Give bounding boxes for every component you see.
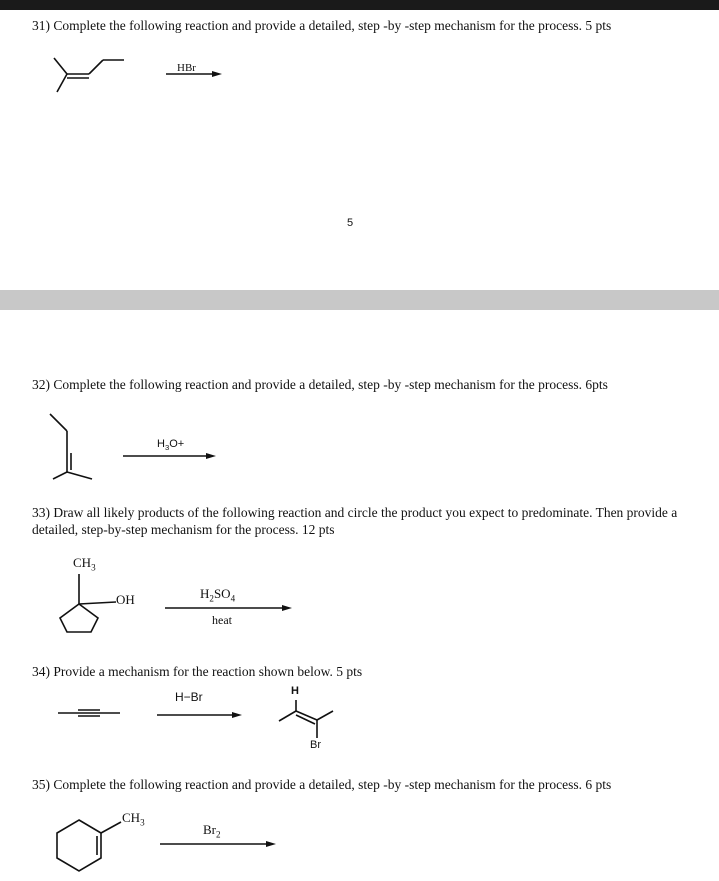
question-34-product-h: H: [291, 685, 299, 697]
question-33-reagent: $H_2SO_4$: [200, 586, 236, 604]
question-35-ch3: $CH_3$: [122, 810, 145, 828]
question-32-reagent: $H_3O+$: [157, 438, 185, 453]
question-31-reagent: HBr: [177, 62, 196, 74]
question-31-text: 31) Complete the following reaction and provide a detailed, step -by -step mechanism for the process. 5 pts: [32, 18, 612, 33]
question-33-text: 33) Draw all likely products of the following reaction and circle the product you expect to predominate. Then provide a detailed, step-by-step mechanism for the process. 12 pts: [32, 505, 678, 537]
question-34-text: 34) Provide a mechanism for the reaction shown below. 5 pts: [32, 664, 363, 679]
page-number: 5: [347, 217, 354, 229]
question-34-product-br: Br: [310, 739, 321, 751]
question-35-reagent: $Br_2$: [203, 822, 221, 840]
question-33-oh: OH: [116, 592, 135, 607]
question-33-ch3: $CH_3$: [73, 555, 96, 573]
question-35-text: 35) Complete the following reaction and provide a detailed, step -by -step mechanism for the process. 6 pts: [32, 777, 612, 792]
question-34-reagent: H−Br: [175, 690, 203, 704]
question-33-condition: heat: [212, 613, 232, 627]
question-32-text: 32) Complete the following reaction and provide a detailed, step -by -step mechanism for the process. 6pts: [32, 377, 608, 392]
